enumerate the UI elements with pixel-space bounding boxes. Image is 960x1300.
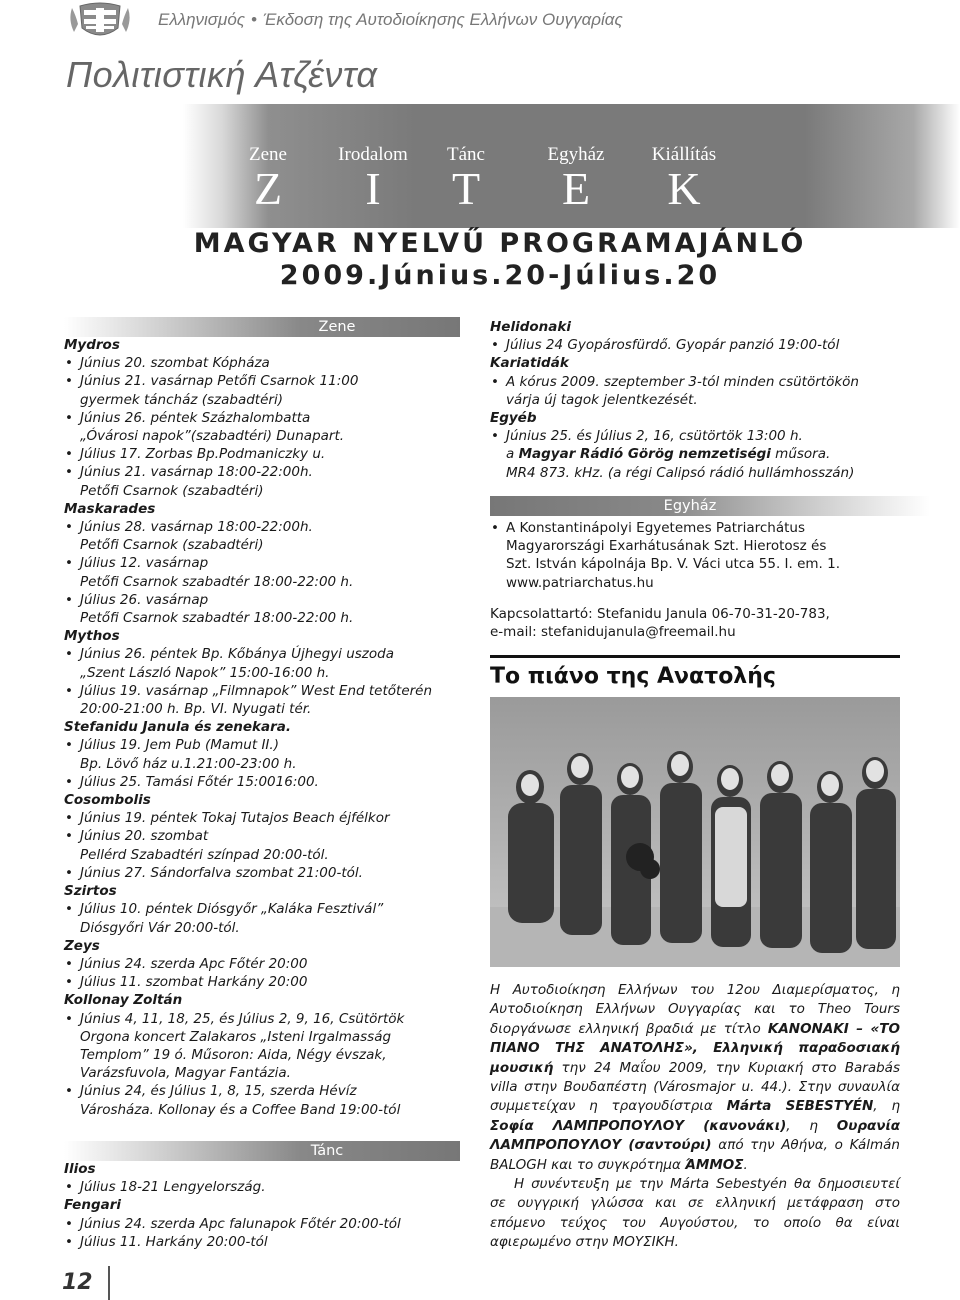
- list-item-detail: Orgona koncert Zalakaros „Isteni Irgalmasság: [80, 1028, 392, 1045]
- category-egyhaz: Egyház E: [547, 144, 605, 214]
- list-item: • Június 19. péntek Tokaj Tutajos Beach éjfélkor: [64, 809, 460, 827]
- list-item: • Július 24 Gyopárosfürdő. Gyopár panzió 19:00-tól: [490, 336, 930, 354]
- list-item: • Június 24. szerda Apc falunapok Főtér 20:00-tól: [64, 1215, 460, 1233]
- list-item-detail: gyermek táncház (szabadtéri): [80, 391, 283, 408]
- article-paragraph: Η συνέντευξη με την Márta Sebestyén θα δημοσιευτεί σε ουγγρική γλώσσα και σε ελληνική μετάφραση στο επόμενο τεύχος του Αυγούστου, το οποίο θα είναι αφιερωμένο στην ΜΟΥΣΙΚΗ.: [490, 1176, 900, 1251]
- list-item: • Június 20. szombat: [64, 827, 460, 845]
- list-item: • Július 18-21 Lengyelország.: [64, 1178, 460, 1196]
- category-kiallitas: Kiállítás K: [651, 144, 717, 214]
- band-name: Mythos: [64, 628, 120, 645]
- article-body: [490, 981, 900, 1253]
- list-item: • Június 21. vasárnap Petőfi Csarnok 11:00: [64, 372, 460, 390]
- band-name: Egyéb: [490, 410, 537, 427]
- list-item: • A kórus 2009. szeptember 3-tól minden csütörtökön: [490, 373, 930, 391]
- publication-tagline: Ελληνισμός • Έκδοση της Αυτοδιοίκησης Ελλήνων Ουγγαρίας: [158, 10, 623, 29]
- other-program-list: [490, 318, 930, 482]
- contact-email[interactable]: e-mail: stefanidujanula@freemail.hu: [490, 624, 736, 641]
- list-item: • Július 17. Zorbas Bp.Podmaniczky u.: [64, 445, 460, 463]
- list-item-detail: a Magyar Rádió Görög nemzetiségi műsora.: [506, 446, 831, 463]
- list-item: • Június 20. szombat Kópháza: [64, 354, 460, 372]
- list-item-detail: Petőfi Csarnok (szabadtéri): [80, 537, 264, 554]
- list-item: • A Konstantinápolyi Egyetemes Patriarchátus: [490, 519, 930, 537]
- dance-program-list: [64, 1160, 460, 1251]
- list-item-detail: Diósgyőri Vár 20:00-tól.: [80, 919, 240, 936]
- category-zene: Zene Z: [249, 144, 287, 214]
- list-item: • Június 28. vasárnap 18:00-22:00h.: [64, 518, 460, 536]
- list-item-detail: Templom” 19 ó. Műsoron: Aida, Négy évszak,: [80, 1046, 387, 1063]
- section-bar-zene: Zene: [64, 317, 460, 337]
- section-bar-egyhaz: Egyház: [490, 496, 930, 516]
- band-name: Stefanidu Janula és zenekara.: [64, 719, 291, 736]
- list-item: • Július 11. Harkány 20:00-tól: [64, 1233, 460, 1251]
- list-item-detail: Magyarországi Exarhátusának Szt. Hierotosz és: [506, 538, 827, 555]
- band-name: Cosombolis: [64, 792, 151, 809]
- article-heading: Το πιάνο της Ανατολής: [490, 664, 776, 689]
- contact-person: Kapcsolattartó: Stefanidu Janula 06-70-31-20-783,: [490, 606, 830, 622]
- band-name: Zeys: [64, 937, 100, 954]
- list-item-detail: Pellérd Szabadtéri színpad 20:00-tól.: [80, 846, 329, 863]
- page-number: 12: [62, 1270, 93, 1295]
- program-title: MAGYAR NYELVŰ PROGRAMAJÁNLÓ 2009.Június.20-Július.20: [193, 228, 807, 291]
- list-item: • Június 4, 11, 18, 25, és Július 2, 9, 16, Csütörtök: [64, 1010, 460, 1028]
- band-name: Helidonaki: [490, 319, 571, 335]
- list-item-detail: MR4 873. kHz. (a régi Calipsó rádió hullámhosszán): [506, 464, 855, 481]
- list-item: • Június 26. péntek Bp. Kőbánya Újhegyi uszoda: [64, 645, 460, 663]
- list-item-detail: „Óvárosi napok”(szabadtéri) Dunapart.: [80, 428, 345, 445]
- list-item: • Július 12. vasárnap: [64, 554, 460, 572]
- list-item-detail: Szt. István kápolnája Bp. V. Váci utca 55. I. em. 1.: [506, 556, 841, 573]
- list-item: • Június 24. szerda Apc Főtér 20:00: [64, 955, 460, 973]
- category-irodalom: Irodalom I: [338, 144, 408, 214]
- list-item-detail: Petőfi Csarnok (szabadtéri): [80, 482, 264, 499]
- list-item: • Június 24, és Július 1, 8, 15, szerda Hévíz: [64, 1082, 460, 1100]
- page-number-rule: [108, 1266, 110, 1300]
- list-item-detail: várja új tagok jelentkezését.: [506, 391, 698, 408]
- list-item: • Július 19. vasárnap „Filmnapok” West End tetőterén: [64, 682, 460, 700]
- list-item: • Július 19. Jem Pub (Mamut II.): [64, 736, 460, 754]
- list-item-detail: Varázsfuvola, Magyar Fantázia.: [80, 1065, 291, 1082]
- band-name: Kariatidák: [490, 355, 569, 372]
- list-item-detail: Bp. Lövő ház u.1.21:00-23:00 h.: [80, 755, 297, 772]
- section-bar-tanc: Tánc: [64, 1141, 460, 1161]
- band-name: Fengari: [64, 1197, 121, 1214]
- band-name: Szirtos: [64, 883, 117, 900]
- heading-rule: [490, 655, 900, 658]
- list-item: • Június 21. vasárnap 18:00-22:00h.: [64, 463, 460, 481]
- coat-of-arms-icon: [66, 2, 134, 42]
- list-item-detail: 20:00-21:00 h. Bp. VI. Nyugati tér.: [80, 701, 312, 718]
- band-name: Mydros: [64, 337, 120, 353]
- website-link[interactable]: www.patriarchatus.hu: [506, 574, 654, 591]
- section-title: Πολιτιστική Ατζέντα: [66, 54, 378, 95]
- church-program-list: [490, 519, 930, 592]
- list-item: • Július 25. Tamási Főtér 15:0016:00.: [64, 773, 460, 791]
- group-photo: [490, 697, 900, 967]
- category-tanc: Tánc T: [447, 144, 485, 214]
- list-item-detail: Petőfi Csarnok szabadtér 18:00-22:00 h.: [80, 610, 354, 627]
- list-item: • Július 11. szombat Harkány 20:00: [64, 973, 460, 991]
- list-item: • Június 27. Sándorfalva szombat 21:00-tól.: [64, 864, 460, 882]
- list-item: • Július 26. vasárnap: [64, 591, 460, 609]
- list-item-detail: „Szent László Napok” 15:00-16:00 h.: [80, 664, 330, 681]
- band-name: Kollonay Zoltán: [64, 992, 183, 1009]
- band-name: Ilios: [64, 1161, 96, 1177]
- band-name: Maskarades: [64, 500, 156, 517]
- category-banner: [183, 104, 960, 228]
- list-item: • Július 10. péntek Diósgyőr „Kaláka Fesztivál”: [64, 900, 460, 918]
- list-item: • Június 26. péntek Százhalombatta: [64, 409, 460, 427]
- list-item: • Június 25. és Július 2, 16, csütörtök 13:00 h.: [490, 427, 930, 445]
- list-item-detail: Városháza. Kollonay és a Coffee Band 19:00-tól: [80, 1101, 401, 1118]
- list-item-detail: Petőfi Csarnok szabadtér 18:00-22:00 h.: [80, 573, 354, 590]
- article-paragraph: Η Αυτοδιοίκηση Ελλήνων του 12ου Διαμερίσματος, η Αυτοδιοίκηση Ελλήνων Ουγγαρίας και το Theo Tours διοργάνωσε ελληνική βραδιά με τίτλο ΚΑΝΟΝΑΚΙ – «ΤΟ ΠΙΑΝΟ ΤΗΣ ΑΝΑΤΟΛΗΣ», Ελληνική παραδοσιακή μουσική την 24 Μαΐου 2009, την Κυριακή στο Barabás villa στην Βουδαπέστη (Városmajor u. 44.). Στην συναυλία συμμετείχαν η τραγουδίστρια Márta SEBESTYÉN, η Σοφία ΛΑΜΠΡΟΠΟΥΛΟΥ (κανονάκι), η Ουρανία ΛΑΜΠΡΟΠΟΥΛΟΥ (σαντούρι) από την Αθήνα, ο Kálmán BALOGH και το συγκρότημα ΆΜΜΟΣ.: [490, 982, 900, 1173]
- music-program-list: [64, 336, 460, 1119]
- contact-info: [490, 605, 930, 641]
